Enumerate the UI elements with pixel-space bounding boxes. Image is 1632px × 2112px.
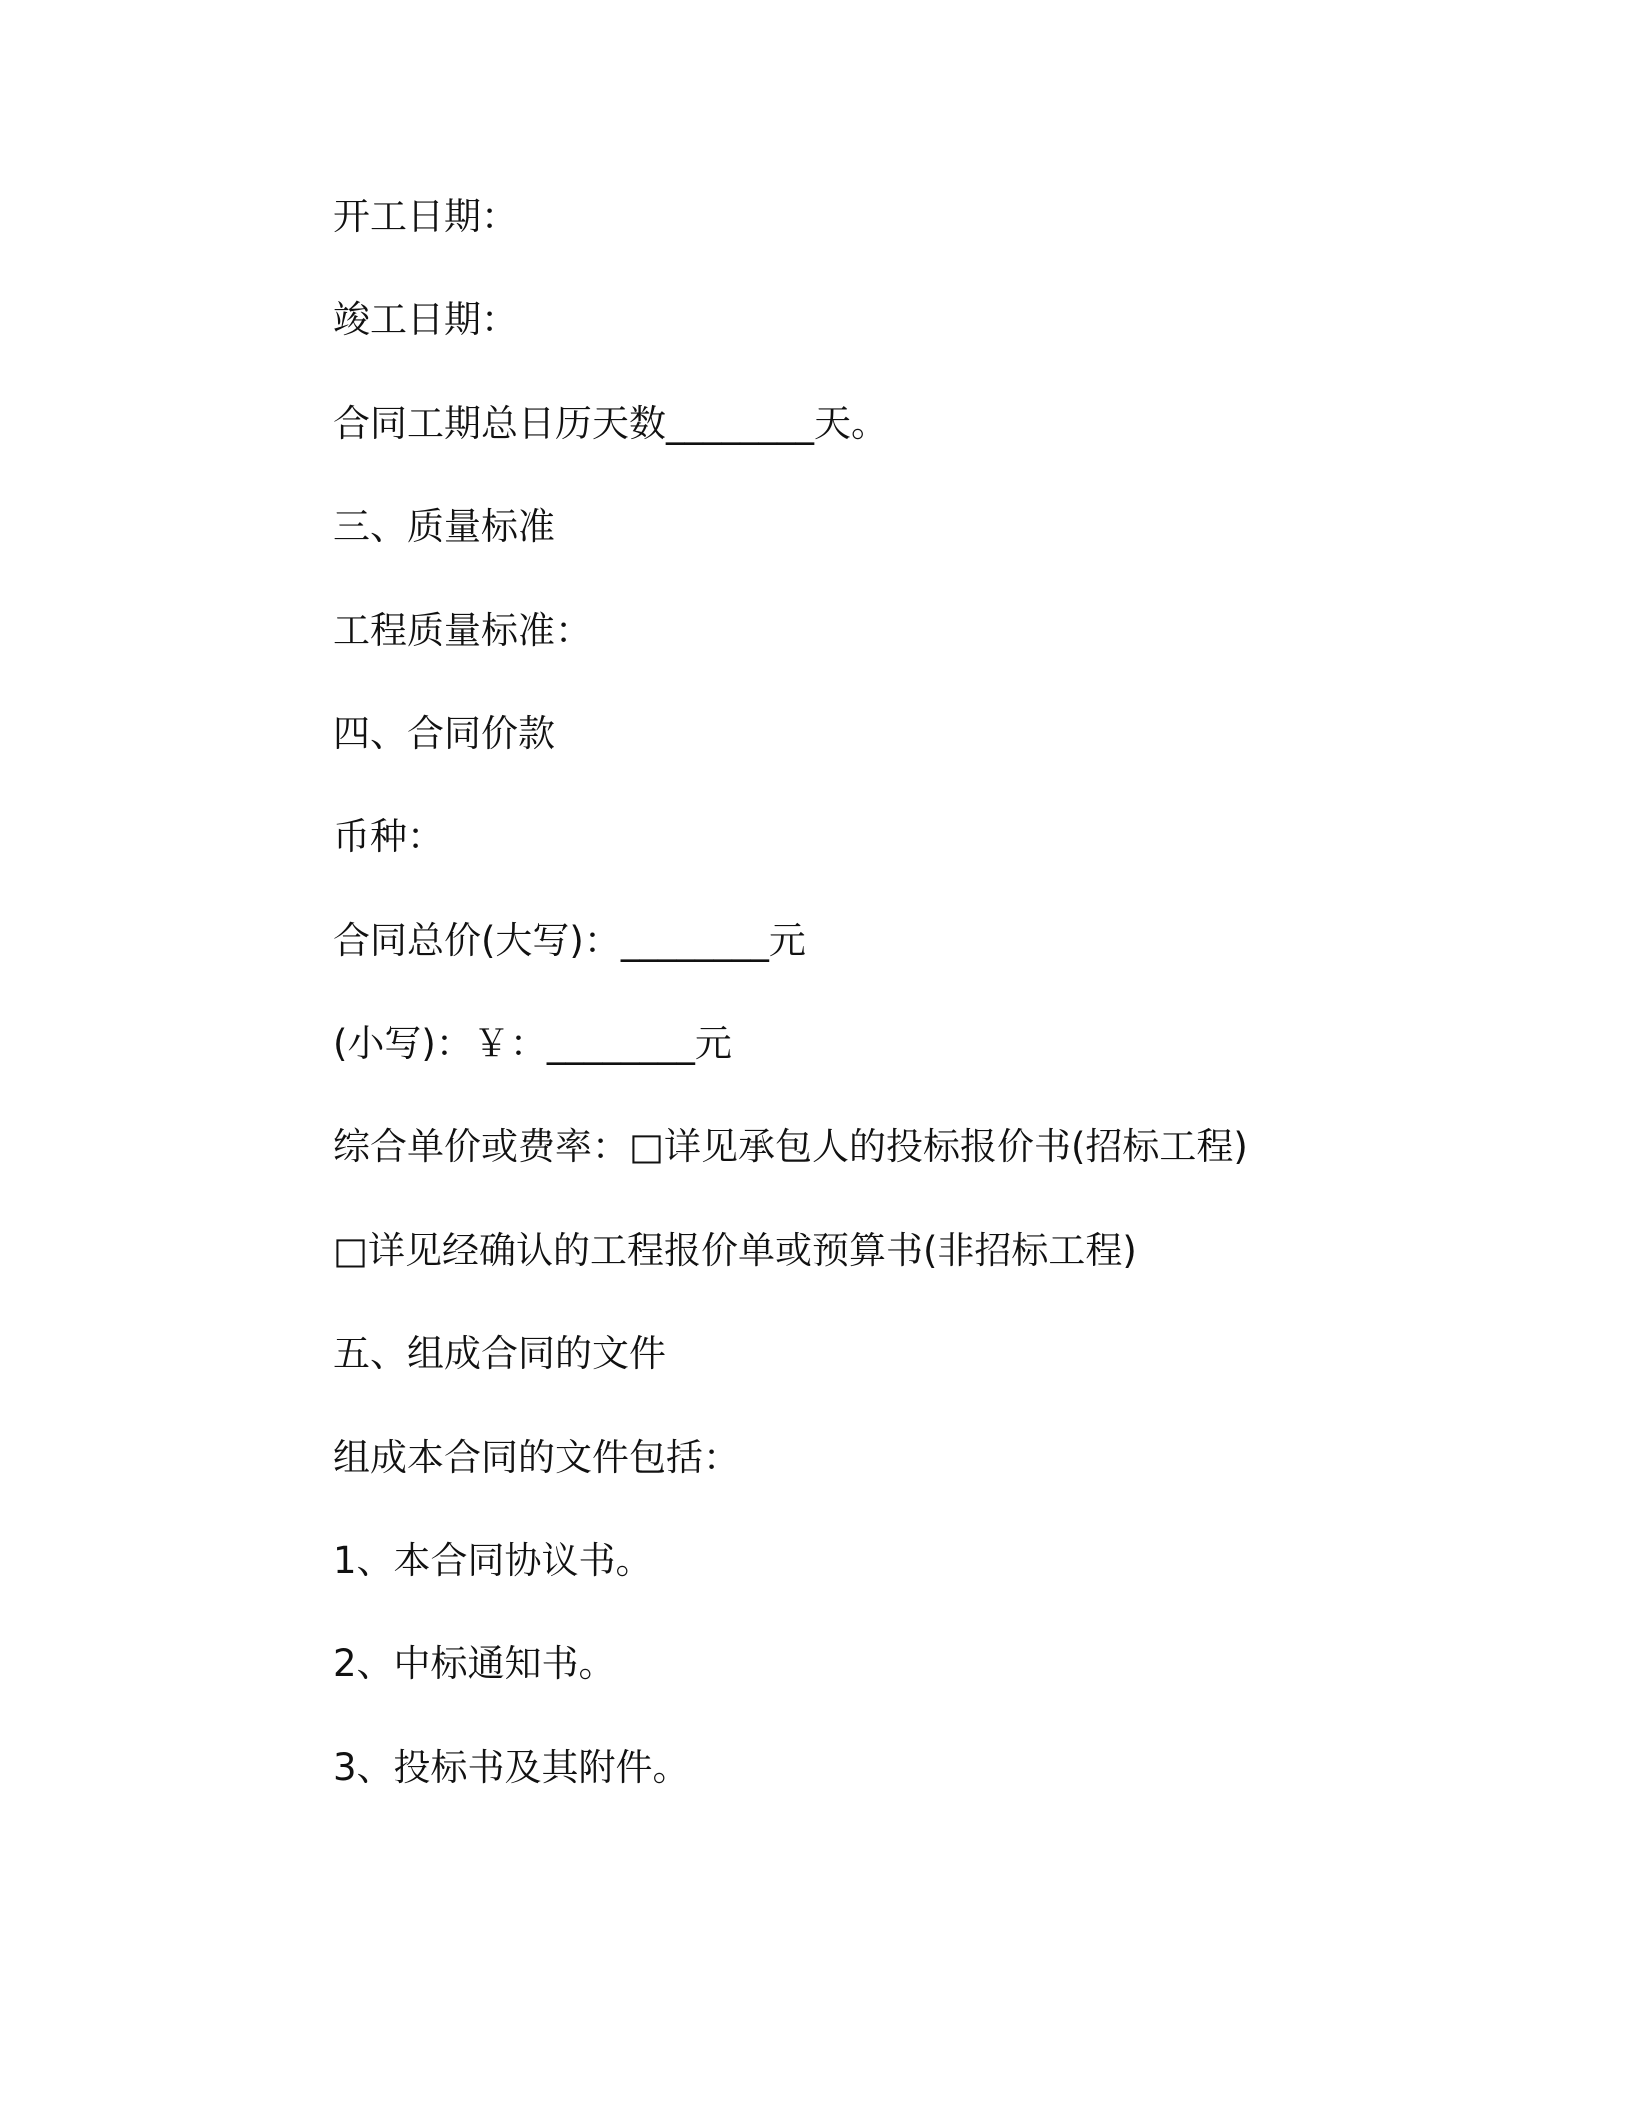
document-item-3: 3、投标书及其附件。 <box>333 1746 690 1789</box>
total-price-uppercase-line: 合同总价(大写)：________元 <box>333 919 806 962</box>
document-item-1: 1、本合同协议书。 <box>333 1539 653 1582</box>
unit-price-option-non-tender: □详见经确认的工程报价单或预算书(非招标工程) <box>333 1229 1137 1272</box>
section-heading-documents: 五、组成合同的文件 <box>333 1332 666 1375</box>
documents-intro: 组成本合同的文件包括： <box>333 1436 740 1479</box>
total-price-lowercase-line: (小写)：￥：________元 <box>333 1022 732 1065</box>
unit-price-option-tender: 综合单价或费率：□详见承包人的投标报价书(招标工程) <box>333 1125 1248 1168</box>
start-date-label: 开工日期： <box>333 195 518 238</box>
contract-duration-line: 合同工期总日历天数________天。 <box>333 402 888 445</box>
currency-label: 币种： <box>333 815 444 858</box>
section-heading-quality: 三、质量标准 <box>333 505 555 548</box>
section-heading-price: 四、合同价款 <box>333 712 555 755</box>
completion-date-label: 竣工日期： <box>333 298 518 341</box>
document-item-2: 2、中标通知书。 <box>333 1642 616 1685</box>
quality-standard-label: 工程质量标准： <box>333 609 592 652</box>
